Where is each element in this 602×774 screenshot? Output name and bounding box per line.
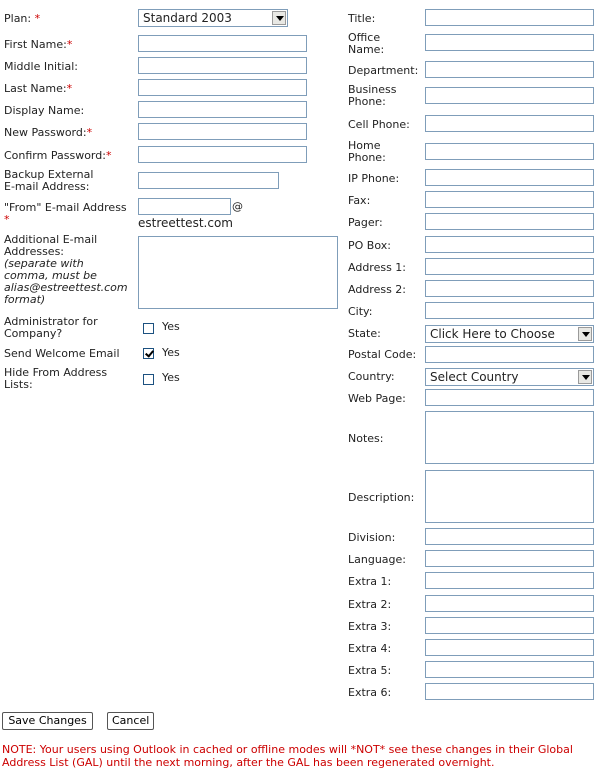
last-name-input[interactable] <box>138 79 307 96</box>
at-sign: @ <box>232 200 243 213</box>
extra5-input[interactable] <box>425 661 594 678</box>
administrator-option-label: Yes <box>162 320 180 333</box>
pager-input[interactable] <box>425 213 594 230</box>
hide-address-checkbox[interactable] <box>143 374 154 385</box>
department-label: Department: <box>348 64 419 77</box>
postal-code-label: Postal Code: <box>348 348 417 361</box>
extra3-label: Extra 3: <box>348 620 392 633</box>
new-password-label: New Password:* <box>4 126 93 139</box>
fax-input[interactable] <box>425 191 594 208</box>
backup-email-input[interactable] <box>138 172 279 189</box>
address1-input[interactable] <box>425 258 594 275</box>
extra4-label: Extra 4: <box>348 642 392 655</box>
description-label: Description: <box>348 491 415 504</box>
address1-label: Address 1: <box>348 261 407 274</box>
language-input[interactable] <box>425 550 594 567</box>
department-input[interactable] <box>425 61 594 78</box>
extra2-label: Extra 2: <box>348 598 392 611</box>
required-marker: * <box>34 12 41 25</box>
cancel-button[interactable]: Cancel <box>107 712 154 730</box>
home-phone-label: Home Phone: <box>348 139 386 164</box>
description-textarea[interactable] <box>425 470 594 523</box>
confirm-password-input[interactable] <box>138 146 307 163</box>
address2-input[interactable] <box>425 280 594 297</box>
gal-note: NOTE: Your users using Outlook in cached or offline modes will *NOT* see these changes in their Global Address List (GAL) until the next morning, after the GAL has been regenerated overnight. <box>2 743 573 769</box>
country-select[interactable] <box>425 368 594 386</box>
hide-address-label: Hide From Address Lists: <box>4 366 108 391</box>
backup-email-label: Backup External E-mail Address: <box>4 168 94 193</box>
hide-address-option-label: Yes <box>162 371 180 384</box>
chevron-down-icon <box>578 327 592 341</box>
cell-phone-input[interactable] <box>425 115 594 132</box>
welcome-email-label: Send Welcome Email <box>4 347 120 360</box>
plan-select-value: Standard 2003 <box>143 11 232 25</box>
ip-phone-input[interactable] <box>425 169 594 186</box>
display-name-label: Display Name: <box>4 104 85 117</box>
state-select-value: Click Here to Choose <box>430 327 555 341</box>
additional-emails-label: Additional E-mail Addresses: (separate with comma, must be alias@estreettest.com format) <box>4 233 128 306</box>
pager-label: Pager: <box>348 216 383 229</box>
cell-phone-label: Cell Phone: <box>348 118 410 131</box>
display-name-input[interactable] <box>138 101 307 118</box>
email-domain: estreettest.com <box>138 216 233 230</box>
postal-code-input[interactable] <box>425 346 594 363</box>
po-box-label: PO Box: <box>348 239 391 252</box>
office-name-input[interactable] <box>425 34 594 51</box>
extra4-input[interactable] <box>425 639 594 656</box>
division-input[interactable] <box>425 528 594 545</box>
web-page-input[interactable] <box>425 389 594 406</box>
extra1-label: Extra 1: <box>348 575 392 588</box>
first-name-label: First Name:* <box>4 38 73 51</box>
additional-emails-textarea[interactable] <box>138 236 338 309</box>
state-label: State: <box>348 327 381 340</box>
administrator-checkbox[interactable] <box>143 323 154 334</box>
ip-phone-label: IP Phone: <box>348 172 400 185</box>
web-page-label: Web Page: <box>348 392 406 405</box>
chevron-down-icon <box>578 370 592 384</box>
extra5-label: Extra 5: <box>348 664 392 677</box>
middle-initial-label: Middle Initial: <box>4 60 78 73</box>
welcome-email-checkbox[interactable] <box>143 348 154 359</box>
first-name-input[interactable] <box>138 35 307 52</box>
city-label: City: <box>348 305 373 318</box>
business-phone-label: Business Phone: <box>348 83 397 108</box>
state-select[interactable] <box>425 325 594 343</box>
administrator-label: Administrator for Company? <box>4 315 98 340</box>
new-password-input[interactable] <box>138 123 307 140</box>
notes-label: Notes: <box>348 432 384 445</box>
home-phone-input[interactable] <box>425 143 594 160</box>
plan-select[interactable] <box>138 9 288 27</box>
extra2-input[interactable] <box>425 595 594 612</box>
middle-initial-input[interactable] <box>138 57 307 74</box>
title-label: Title: <box>348 12 376 25</box>
from-email-input[interactable] <box>138 198 231 215</box>
extra6-input[interactable] <box>425 683 594 700</box>
chevron-down-icon <box>272 11 286 25</box>
po-box-input[interactable] <box>425 236 594 253</box>
title-input[interactable] <box>425 9 594 26</box>
country-select-value: Select Country <box>430 370 519 384</box>
extra3-input[interactable] <box>425 617 594 634</box>
country-label: Country: <box>348 370 395 383</box>
extra6-label: Extra 6: <box>348 686 392 699</box>
business-phone-input[interactable] <box>425 87 594 104</box>
address2-label: Address 2: <box>348 283 407 296</box>
fax-label: Fax: <box>348 194 371 207</box>
last-name-label: Last Name:* <box>4 82 73 95</box>
notes-textarea[interactable] <box>425 411 594 464</box>
extra1-input[interactable] <box>425 572 594 589</box>
city-input[interactable] <box>425 302 594 319</box>
from-email-label: "From" E-mail Address * <box>4 201 127 226</box>
welcome-email-option-label: Yes <box>162 346 180 359</box>
save-changes-button[interactable]: Save Changes <box>2 712 93 730</box>
division-label: Division: <box>348 531 396 544</box>
plan-label: Plan: * <box>4 12 41 25</box>
confirm-password-label: Confirm Password:* <box>4 149 112 162</box>
office-name-label: Office Name: <box>348 31 385 56</box>
language-label: Language: <box>348 553 406 566</box>
